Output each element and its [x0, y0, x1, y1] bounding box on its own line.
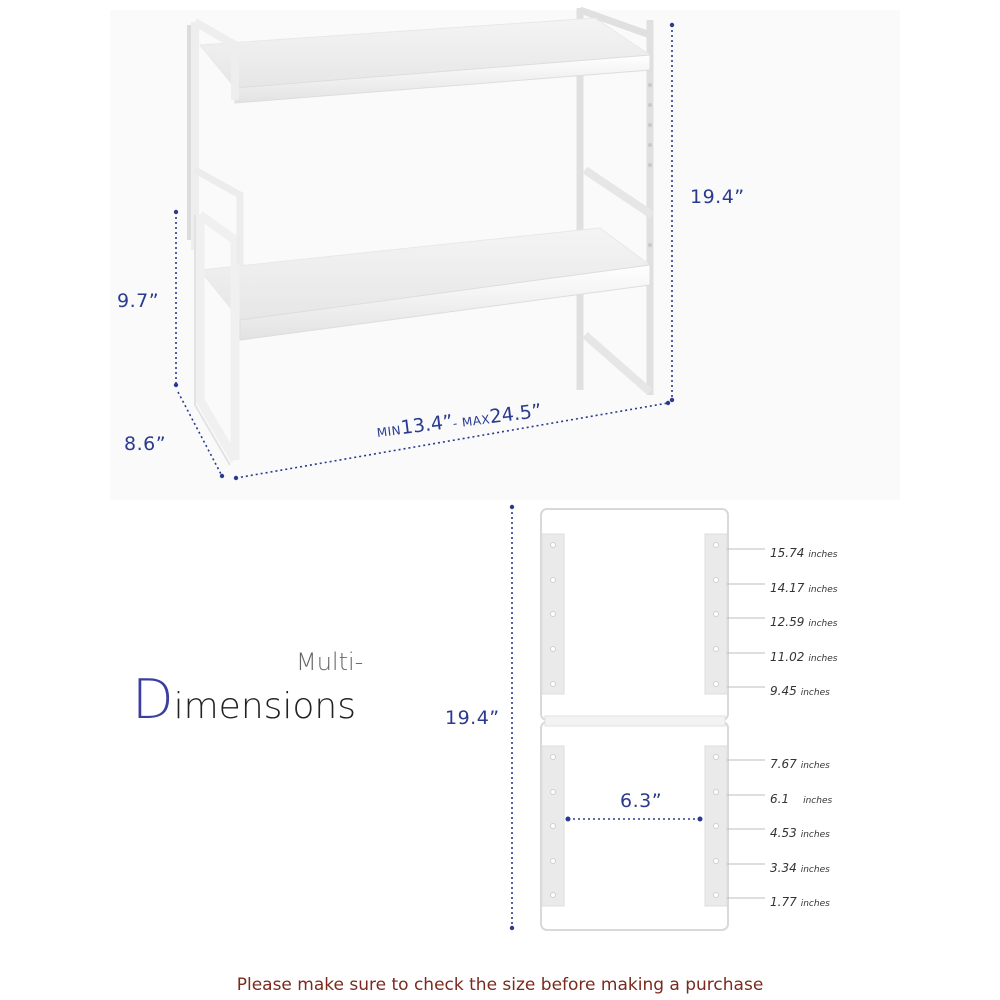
title-initial: D [132, 668, 174, 731]
hole-mark [770, 577, 837, 596]
hole-mark-unit: inches [800, 899, 830, 909]
lower-panel [541, 722, 728, 930]
hole-mark-value: 14.17 [770, 581, 805, 595]
hole-mark-unit: inches [808, 654, 838, 664]
hole-mark [770, 542, 837, 561]
lower-height-label: 9.7” [117, 290, 160, 312]
hole-mark-unit: inches [808, 550, 838, 560]
hole-mark [770, 857, 830, 876]
hole-mark-unit: inches [800, 830, 830, 840]
title-dimensions [132, 668, 356, 731]
diagram-height-label: 19.4” [445, 707, 500, 729]
width-max-value: 24.5” [488, 399, 543, 429]
width-min-value: 13.4” [399, 410, 454, 440]
hole-mark [770, 753, 830, 772]
upper-panel [541, 509, 728, 720]
width-separator: - [452, 415, 463, 431]
title-multi: Multi- [296, 648, 364, 676]
title-rest: imensions [173, 686, 356, 727]
hole-mark [770, 788, 832, 807]
hole-mark-unit: inches [800, 761, 830, 771]
width-max-prefix: MAX [461, 412, 491, 430]
width-min-prefix: MIN [376, 423, 402, 441]
hole-mark-value: 11.02 [770, 650, 805, 664]
hole-mark-unit: inches [803, 796, 833, 806]
inner-width-label: 6.3” [620, 790, 663, 812]
hole-mark-unit: inches [800, 865, 830, 875]
hole-mark-value: 12.59 [770, 615, 805, 629]
hole-mark-value: 1.77 [770, 895, 797, 909]
hole-mark-value: 3.34 [770, 861, 797, 875]
hole-mark [770, 646, 837, 665]
hole-mark-unit: inches [800, 688, 830, 698]
total-height-label: 19.4” [690, 186, 745, 208]
hole-mark-value: 7.67 [770, 757, 797, 771]
hole-mark [770, 680, 830, 699]
hole-mark [770, 891, 830, 910]
hole-mark-value: 9.45 [770, 684, 797, 698]
footer-note: Please make sure to check the size before making a purchase [236, 975, 764, 995]
depth-label: 8.6” [124, 433, 167, 455]
hole-mark-value: 4.53 [770, 826, 797, 840]
hole-mark [770, 611, 837, 630]
hole-mark-unit: inches [808, 619, 838, 629]
hole-mark [770, 822, 830, 841]
hole-mark-value: 6.1 [770, 792, 790, 806]
hole-mark-value: 15.74 [770, 546, 805, 560]
hole-mark-unit: inches [808, 585, 838, 595]
